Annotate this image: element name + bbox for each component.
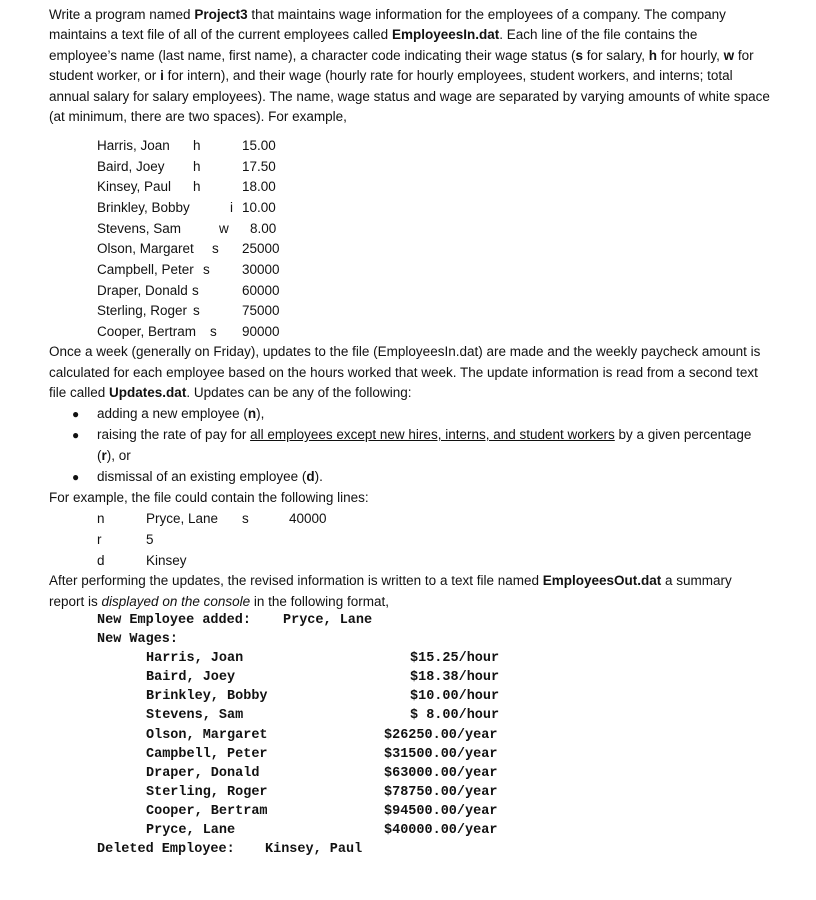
wage-value: $78750.00/year	[384, 785, 498, 800]
updates-line-1: Once a week (generally on Friday), updates to the file (EmployeesIn.dat) are made and the weekly paycheck amount is	[49, 344, 761, 359]
update-name: Pryce, Lane	[146, 511, 219, 526]
emp-wage: 8.00	[250, 221, 277, 236]
example-intro: For example, the file could contain the following lines:	[49, 490, 369, 505]
wage-name: Draper, Donald	[146, 766, 260, 781]
emp-code: w	[219, 221, 229, 236]
updates-line-2: calculated for each employee based on the hours worked that week. The update information is read from a second text	[49, 365, 758, 380]
emp-name: Draper, Donald	[97, 283, 188, 298]
emp-wage: 25000	[242, 241, 280, 256]
wage-value: $94500.00/year	[384, 804, 498, 819]
wage-name: Campbell, Peter	[146, 747, 268, 762]
wage-value: $40000.00/year	[384, 823, 498, 838]
bullet-dismissal: dismissal of an existing employee (d).	[97, 469, 323, 484]
wage-value: $15.25/hour	[410, 651, 500, 666]
bullet-icon: ●	[72, 470, 80, 484]
emp-name: Baird, Joey	[97, 159, 165, 174]
wage-name: Pryce, Lane	[146, 823, 236, 838]
wage-value: $10.00/hour	[410, 689, 500, 704]
update-name: Kinsey	[146, 553, 187, 568]
intro-line-5: annual salary for salary employees). The name, wage status and wage are separated by varying amounts of white space	[49, 89, 770, 104]
deleted-label: Deleted Employee:	[97, 842, 235, 857]
emp-code: s	[203, 262, 210, 277]
wage-name: Stevens, Sam	[146, 708, 244, 723]
update-code: n	[97, 511, 105, 526]
emp-wage: 90000	[242, 324, 280, 339]
bullet-add-employee: adding a new employee (n),	[97, 406, 265, 421]
emp-name: Harris, Joan	[97, 138, 170, 153]
wages-label: New Wages:	[97, 632, 179, 647]
emp-code: h	[193, 179, 201, 194]
intro-line-4: student worker, or i for intern), and their wage (hourly rate for hourly employees, student workers, and interns; total	[49, 68, 733, 83]
emp-name: Sterling, Roger	[97, 303, 188, 318]
output-line-2: report is displayed on the console in the following format,	[49, 594, 389, 609]
emp-wage: 30000	[242, 262, 280, 277]
intro-line-6: (at minimum, there are two spaces). For example,	[49, 109, 347, 124]
wage-name: Olson, Margaret	[146, 728, 268, 743]
emp-wage: 10.00	[242, 200, 276, 215]
update-code: d	[97, 553, 105, 568]
emp-code: s	[192, 283, 199, 298]
emp-name: Kinsey, Paul	[97, 179, 172, 194]
wage-name: Brinkley, Bobby	[146, 689, 268, 704]
emp-name: Brinkley, Bobby	[97, 200, 190, 215]
update-status: s	[242, 511, 249, 526]
output-line-1: After performing the updates, the revised information is written to a text file named EmployeesOut.dat a summary	[49, 573, 732, 588]
emp-wage: 17.50	[242, 159, 276, 174]
wage-value: $18.38/hour	[410, 670, 500, 685]
wage-value: $ 8.00/hour	[410, 708, 500, 723]
update-name: 5	[146, 532, 154, 547]
wage-name: Sterling, Roger	[146, 785, 268, 800]
added-label: New Employee added:	[97, 613, 251, 628]
bullet-raise-rate: raising the rate of pay for all employees except new hires, interns, and student workers by a given percentage	[97, 427, 752, 442]
bullet-icon: ●	[72, 428, 80, 442]
emp-code: i	[230, 200, 233, 215]
update-code: r	[97, 532, 102, 547]
wage-value: $31500.00/year	[384, 747, 498, 762]
wage-name: Cooper, Bertram	[146, 804, 268, 819]
emp-name: Campbell, Peter	[97, 262, 194, 277]
intro-line-3: employee’s name (last name, first name), a character code indicating their wage status (s for salary, h for hourly, w for	[49, 48, 754, 63]
emp-code: s	[193, 303, 200, 318]
emp-wage: 75000	[242, 303, 280, 318]
emp-code: s	[212, 241, 219, 256]
update-value: 40000	[289, 511, 327, 526]
emp-wage: 18.00	[242, 179, 276, 194]
emp-name: Cooper, Bertram	[97, 324, 197, 339]
added-name: Pryce, Lane	[283, 613, 373, 628]
bullet-raise-rate-cont: (r), or	[97, 448, 131, 463]
intro-line-1: Write a program named Project3 that maintains wage information for the employees of a company. The company	[49, 7, 726, 22]
updates-line-3: file called Updates.dat. Updates can be any of the following:	[49, 385, 412, 400]
wage-name: Baird, Joey	[146, 670, 236, 685]
wage-value: $26250.00/year	[384, 728, 498, 743]
intro-line-2: maintains a text file of all of the current employees called EmployeesIn.dat. Each line of the file contains the	[49, 27, 698, 42]
deleted-name: Kinsey, Paul	[265, 842, 363, 857]
emp-wage: 60000	[242, 283, 280, 298]
emp-name: Stevens, Sam	[97, 221, 182, 236]
wage-value: $63000.00/year	[384, 766, 498, 781]
emp-wage: 15.00	[242, 138, 276, 153]
emp-name: Olson, Margaret	[97, 241, 194, 256]
emp-code: h	[193, 159, 201, 174]
wage-name: Harris, Joan	[146, 651, 244, 666]
bullet-icon: ●	[72, 407, 80, 421]
emp-code: h	[193, 138, 201, 153]
emp-code: s	[210, 324, 217, 339]
